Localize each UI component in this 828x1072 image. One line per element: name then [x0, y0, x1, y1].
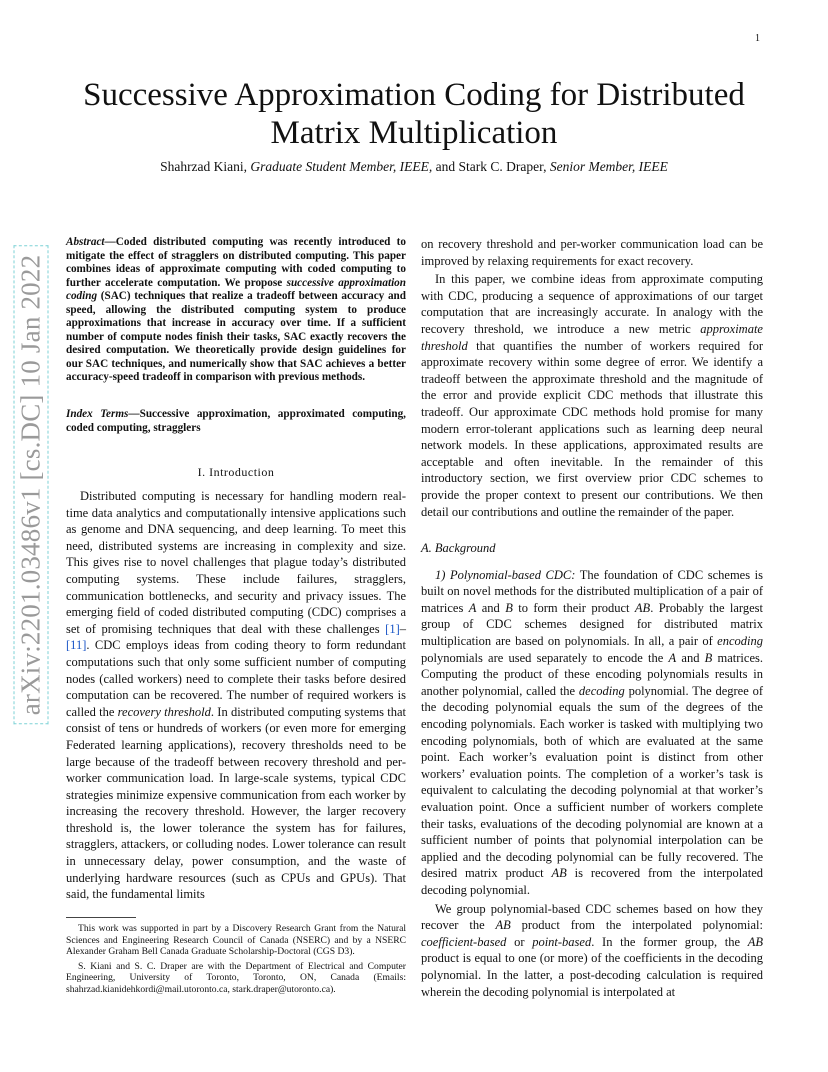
emphasis: encoding — [717, 634, 763, 649]
paragraph — [421, 567, 763, 899]
text: The foundation of CDC schemes is built on novel methods for the distributed multiplication of a pair of matrices — [421, 567, 763, 615]
text: . CDC employs ideas from coding theory to form redundant computations such that only some sufficient number of computing nodes (called workers) need to complete their tasks before desired computation can be recovered. The number of required workers is called the — [66, 638, 406, 719]
text: and — [676, 650, 705, 665]
paragraph — [66, 488, 406, 903]
index-terms — [66, 408, 406, 435]
citation-link[interactable]: [1] — [385, 621, 400, 636]
author-role: Graduate Student Member, IEEE, — [250, 159, 433, 174]
footnote-affiliation: S. Kiani and S. C. Draper are with the Department of Electrical and Computer Engineering, University of Toronto, Toronto, ON, Canada (Emails: shahrzad.kianidehkordi@mail.utoronto.ca, stark.draper@utoronto.ca). — [66, 960, 406, 995]
abstract-text: —Coded distributed computing was recently introduced to mitigate the effect of stragglers on distributed computing. This paper combines ideas of approximate computing with coded computing to further accelerate computation. We propose — [66, 236, 406, 289]
math-symbol: B — [505, 600, 513, 615]
text: . In distributed computing systems that consist of tens or hundreds of workers (or even more for emerging Federated learning applications), recovery thresholds need to be large because of the tradeoff between recovery threshold and per-worker communication load. In large-scale systems, typical CDC strategies minimize expensive communication from each worker by increasing the recovery threshold. However, the larger recovery threshold is, the lower tolerance the system has for failures, stragglers, attackers, or colluding nodes. Lower tolerance can result in unnecessary delay, power consumption, and the waste of underlying hardware resources (such as CPUs and GPUs). That said, the fundamental limits — [66, 704, 406, 902]
text: to form their product — [512, 600, 635, 615]
footnote — [66, 923, 406, 996]
text: that quantifies the number of workers required for approximate recovery within some degree of error. We identify a tradeoff between the approximate threshold and the magnitude of the error and provide explicit CDC methods that illustrate this tradeoff. Our approximate CDC methods hold promise for many modern error-tolerant applications such as learning deep neural network models. In these applications, approximated results are acceptable and often inevitable. In the remainder of this introductory section, we first overview prior CDC schemes to provide the proper context to present our contributions. We then detail our contributions and outline the remainder of the paper. — [421, 338, 763, 519]
abstract-emphasis: successive approximation coding — [66, 276, 406, 302]
author-line — [40, 159, 788, 175]
left-column — [66, 488, 406, 903]
text: matrices. Computing the product of these encoding polynomials results in another polynomial, called the — [421, 650, 763, 698]
subsection-heading: A. Background — [421, 541, 496, 556]
text: . Probably the largest group of CDC schemes designed for distributed matrix multiplication are based on polynomials. In all, a pair of — [421, 600, 763, 649]
math-symbol: AB — [747, 934, 763, 949]
text: Distributed computing is necessary for handling modern real-time data analytics and computationally intensive applications such as genome and DNA sequencing, and deep learning. To meet this need, distributed systems are increasing in complexity and size. This gives rise to novel challenges that plague today’s distributed computing systems. These include failures, stragglers, communication bottlenecks, and security and privacy issues. The emerging field of coded distributed computing (CDC) comprises a set of promising techniques that deal with these challenges — [66, 489, 406, 636]
footnote-rule — [66, 917, 136, 918]
citation-link[interactable]: [11] — [66, 638, 87, 653]
section-heading: I. Introduction — [197, 465, 275, 479]
text: product is equal to one (or more) of the coefficients in the decoding polynomial. In the latter, a post-decoding calculation is required wherein the decoding polynomial is interpolated at — [421, 951, 763, 999]
emphasis: point-based — [532, 934, 592, 949]
math-symbol: A — [668, 650, 677, 665]
arxiv-stamp — [8, 254, 53, 715]
emphasis: coefficient-based — [421, 934, 507, 949]
text: polynomial. The degree of the decoding polynomial equals the sum of the degrees of the encoding polynomials. Each worker is tasked with multiplying two encoding polynomials, both of which are evaluated at the same point. Each worker’s evaluation point is distinct from other workers’ evaluation points. The completion of a worker’s task is equivalent to calculating the decoding polynomial at that worker’s evaluation point. Once a sufficient number of workers complete their tasks, evaluations of the decoding polynomial are known at a sufficient number of points that polynomial interpolation can be applied and the decoding polynomial can be fully recovered. The desired matrix product — [421, 683, 763, 881]
paper-title: Successive Approximation Coding for Distributed Matrix Multiplication — [83, 77, 745, 151]
text: . In the former group, the — [591, 934, 748, 949]
math-symbol: AB — [551, 866, 567, 881]
index-terms-text: —Successive approximation, approximated computing, coded computing, stragglers — [66, 408, 406, 434]
math-symbol: A — [468, 600, 477, 615]
paragraph — [421, 271, 763, 520]
abstract-text: (SAC) techniques that realize a tradeoff between accuracy and speed, allowing the distributed computing system to produce approximations that increase in accuracy over time. If a sufficient number of compute nodes finish their tasks, SAC exactly recovers the desired computation. We theoretically provide design guidelines for our SAC techniques, and numerically show that SAC achieves a better accuracy-speed tradeoff in comparison with previous methods. — [66, 290, 406, 383]
emphasis: decoding — [578, 683, 625, 698]
emphasis: approximate threshold — [421, 321, 763, 353]
abstract-lead: Abstract — [66, 236, 105, 248]
text: In this paper, we combine ideas from approximate computing with CDC, producing a sequence of approximations of our target computation that are increasingly accurate. In analogy with the recovery threshold, we introduce a new metric — [421, 272, 763, 336]
text: product from the interpolated polynomial: — [510, 918, 763, 933]
emphasis: recovery threshold — [117, 704, 211, 719]
math-symbol: AB — [634, 600, 651, 615]
text: is recovered from the interpolated decoding polynomial. — [421, 866, 763, 897]
footnote-funding: This work was supported in part by a Discovery Research Grant from the Natural Sciences and Engineering Research Council of Canada (NSERC) and by a NSERC Alexander Graham Bell Canada Graduate Scholarship-Doctoral (CGS D3). — [66, 923, 406, 958]
text: We group polynomial-based CDC schemes based on how they recover the — [421, 901, 763, 933]
page-number: 1 — [755, 33, 760, 44]
paragraph — [421, 901, 763, 1001]
math-symbol: B — [704, 650, 713, 665]
text: or — [506, 934, 533, 949]
text: – — [399, 621, 406, 636]
author-connector: and Stark C. Draper, — [435, 159, 547, 174]
math-symbol: AB — [495, 918, 511, 933]
index-terms-lead: Index Terms — [66, 408, 129, 420]
paragraph: on recovery threshold and per-worker communication load can be improved by relaxing requirements for exact recovery. — [421, 237, 763, 268]
author-name: Shahrzad Kiani, — [160, 159, 248, 174]
author-role: Senior Member, IEEE — [549, 159, 668, 174]
paragraph-lead: 1) Polynomial-based CDC: — [435, 567, 576, 582]
text: polynomials are used separately to encode the — [421, 650, 669, 665]
arxiv-identifier: arXiv:2201.03486v1 [cs.DC] 10 Jan 2022 — [13, 245, 48, 724]
text: and — [476, 600, 506, 615]
right-column — [421, 236, 763, 1000]
abstract — [66, 236, 406, 385]
